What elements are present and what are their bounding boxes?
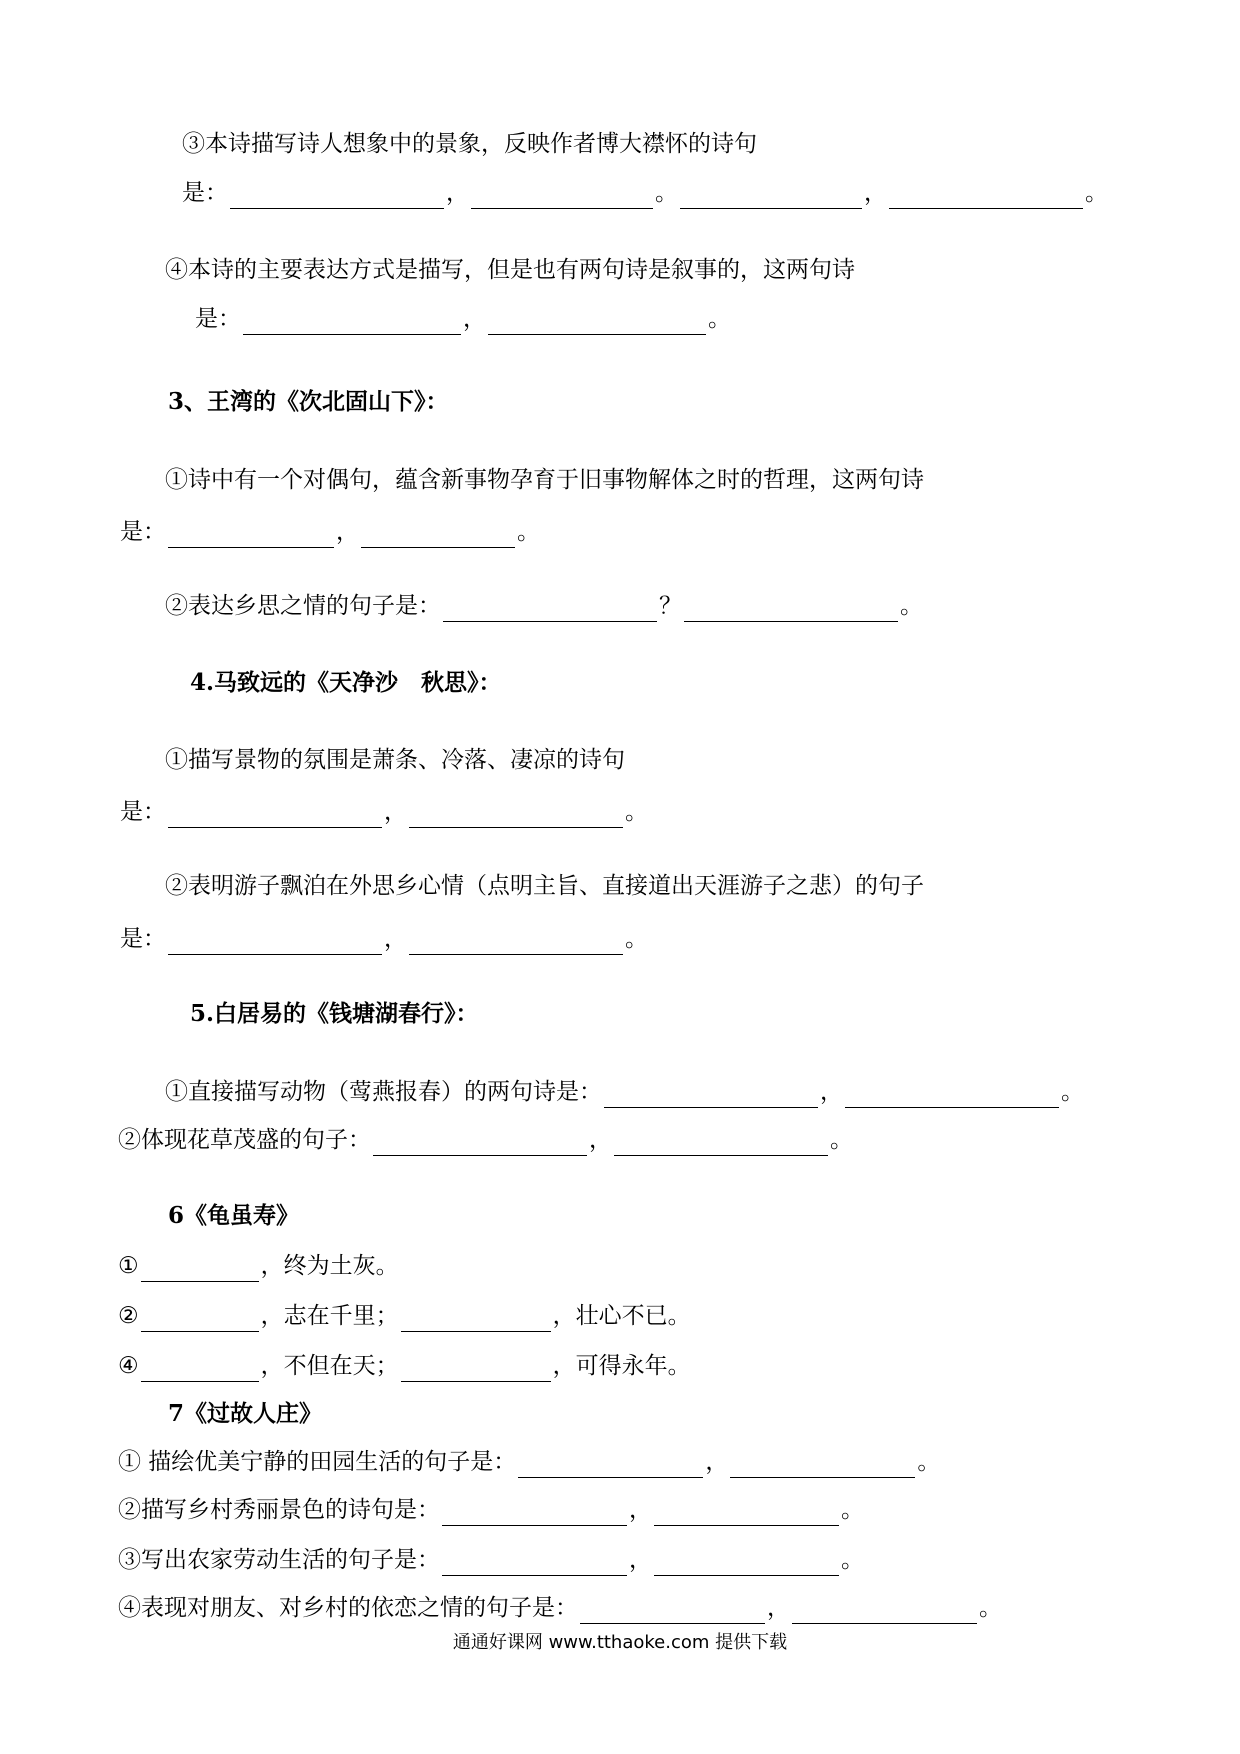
q6-heading bbox=[168, 1200, 299, 1232]
answer-blank[interactable] bbox=[442, 1553, 627, 1576]
answer-blank[interactable] bbox=[230, 186, 444, 209]
separator: 。 bbox=[979, 1595, 1002, 1621]
separator: ， bbox=[629, 1547, 652, 1573]
separator: ？ bbox=[659, 593, 682, 619]
separator: ， bbox=[864, 180, 887, 206]
item-number: ④ bbox=[118, 1353, 139, 1379]
verse-text: ，壮心不已。 bbox=[552, 1303, 691, 1329]
answer-blank[interactable] bbox=[168, 805, 382, 828]
q4-heading bbox=[190, 667, 502, 699]
q3-item1-prompt bbox=[165, 464, 924, 496]
separator: ， bbox=[463, 306, 486, 332]
answer-blank[interactable] bbox=[471, 186, 653, 209]
verse-text: ，不但在天； bbox=[260, 1353, 399, 1379]
q3-item2-prompt: ②表达乡思之情的句子是： bbox=[165, 593, 441, 619]
answer-blank[interactable] bbox=[845, 1085, 1059, 1108]
separator: 。 bbox=[900, 593, 923, 619]
q6-heading-text: 6《龟虽寿》 bbox=[168, 1202, 300, 1229]
answer-blank[interactable] bbox=[168, 525, 334, 548]
separator: ， bbox=[629, 1497, 652, 1523]
answer-blank[interactable] bbox=[141, 1309, 259, 1332]
q5-heading bbox=[190, 998, 479, 1030]
q2-item3-prompt-text: ③本诗描写诗人想象中的景象，反映作者博大襟怀的诗句 bbox=[182, 131, 757, 157]
q6-line3 bbox=[118, 1350, 691, 1382]
item-number: ② bbox=[118, 1303, 139, 1329]
answer-lead: 是： bbox=[120, 926, 166, 952]
separator: ， bbox=[589, 1127, 612, 1153]
q7-heading-text: 7《过故人庄》 bbox=[168, 1400, 323, 1427]
separator: 。 bbox=[655, 180, 678, 206]
answer-blank[interactable] bbox=[401, 1359, 551, 1382]
q4-item2-prompt-text: ②表明游子飘泊在外思乡心情（点明主旨、直接道出天涯游子之悲）的句子 bbox=[165, 873, 924, 899]
footer-text: 通通好课网 www.tthaoke.com 提供下载 bbox=[452, 1632, 788, 1653]
q7-item3-answer-line bbox=[118, 1544, 864, 1576]
q7-item2-answer-line bbox=[118, 1494, 864, 1526]
q3-item2-answer-line bbox=[165, 590, 923, 622]
verse-text: ，可得永年。 bbox=[552, 1353, 691, 1379]
separator: ， bbox=[820, 1079, 843, 1105]
answer-lead: 是： bbox=[182, 180, 228, 206]
answer-blank[interactable] bbox=[409, 805, 623, 828]
answer-blank[interactable] bbox=[443, 599, 657, 622]
q4-item1-answer-line bbox=[120, 796, 648, 828]
separator: 。 bbox=[708, 306, 731, 332]
separator: 。 bbox=[917, 1449, 941, 1475]
answer-blank[interactable] bbox=[580, 1601, 765, 1624]
q3-item1-answer-line bbox=[120, 516, 540, 548]
separator: 。 bbox=[517, 519, 540, 545]
answer-blank[interactable] bbox=[654, 1553, 839, 1576]
separator: 。 bbox=[830, 1127, 853, 1153]
answer-blank[interactable] bbox=[680, 186, 862, 209]
q4-heading-text: 4.马致远的《天净沙 秋思》： bbox=[190, 669, 502, 696]
page-footer bbox=[0, 1628, 1240, 1654]
q2-item4-answer-line bbox=[195, 303, 731, 335]
q6-line2 bbox=[118, 1300, 691, 1332]
q2-item3-prompt bbox=[182, 128, 757, 160]
answer-blank[interactable] bbox=[614, 1133, 828, 1156]
item-number: ① bbox=[118, 1253, 139, 1279]
answer-blank[interactable] bbox=[361, 525, 515, 548]
q7-item2-prompt: ②描写乡村秀丽景色的诗句是： bbox=[118, 1497, 440, 1523]
q4-item1-prompt bbox=[165, 744, 625, 776]
q4-item2-answer-line bbox=[120, 923, 648, 955]
q7-heading bbox=[168, 1398, 322, 1430]
answer-lead: 是： bbox=[120, 799, 166, 825]
verse-text: ，终为土灰。 bbox=[260, 1253, 399, 1279]
separator: 。 bbox=[625, 799, 648, 825]
q4-item2-prompt bbox=[165, 870, 924, 902]
separator: ， bbox=[336, 519, 359, 545]
answer-blank[interactable] bbox=[730, 1455, 915, 1478]
answer-blank[interactable] bbox=[168, 932, 382, 955]
separator: 。 bbox=[841, 1497, 864, 1523]
separator: ， bbox=[384, 799, 407, 825]
answer-blank[interactable] bbox=[889, 186, 1083, 209]
answer-blank[interactable] bbox=[243, 312, 461, 335]
answer-blank[interactable] bbox=[141, 1259, 259, 1282]
q2-item3-answer-line bbox=[182, 177, 1108, 209]
answer-blank[interactable] bbox=[518, 1455, 703, 1478]
q6-line1 bbox=[118, 1250, 399, 1282]
separator: ， bbox=[705, 1449, 729, 1475]
q7-item1-answer-line bbox=[118, 1446, 940, 1478]
answer-blank[interactable] bbox=[409, 932, 623, 955]
q3-heading-text: 3、王湾的《次北固山下》： bbox=[168, 388, 449, 415]
separator: ， bbox=[767, 1595, 790, 1621]
q5-item1-answer-line bbox=[165, 1076, 1084, 1108]
answer-blank[interactable] bbox=[604, 1085, 818, 1108]
q5-item2-answer-line bbox=[118, 1124, 853, 1156]
separator: 。 bbox=[841, 1547, 864, 1573]
separator: 。 bbox=[625, 926, 648, 952]
q4-item1-prompt-text: ①描写景物的氛围是萧条、冷落、凄凉的诗句 bbox=[165, 747, 625, 773]
q2-item4-prompt bbox=[165, 254, 855, 286]
answer-lead: 是： bbox=[120, 519, 166, 545]
q7-item4-answer-line bbox=[118, 1592, 1002, 1624]
q2-item4-prompt-text: ④本诗的主要表达方式是描写，但是也有两句诗是叙事的，这两句诗 bbox=[165, 257, 855, 283]
separator: 。 bbox=[1061, 1079, 1084, 1105]
answer-blank[interactable] bbox=[442, 1503, 627, 1526]
answer-blank[interactable] bbox=[141, 1359, 259, 1382]
separator: 。 bbox=[1085, 180, 1108, 206]
answer-lead: 是： bbox=[195, 306, 241, 332]
q3-heading bbox=[168, 386, 449, 418]
verse-text: ，志在千里； bbox=[260, 1303, 399, 1329]
answer-blank[interactable] bbox=[684, 599, 898, 622]
q3-item1-prompt-text: ①诗中有一个对偶句，蕴含新事物孕育于旧事物解体之时的哲理，这两句诗 bbox=[165, 467, 924, 493]
answer-blank[interactable] bbox=[401, 1309, 551, 1332]
answer-blank[interactable] bbox=[488, 312, 706, 335]
q5-heading-text: 5.白居易的《钱塘湖春行》： bbox=[190, 1000, 479, 1027]
separator: ， bbox=[446, 180, 469, 206]
q5-item2-prompt: ②体现花草茂盛的句子： bbox=[118, 1127, 371, 1153]
answer-blank[interactable] bbox=[792, 1601, 977, 1624]
answer-blank[interactable] bbox=[373, 1133, 587, 1156]
q5-item1-prompt: ①直接描写动物（莺燕报春）的两句诗是： bbox=[165, 1079, 602, 1105]
q7-item1-prompt: ① 描绘优美宁静的田园生活的句子是： bbox=[118, 1449, 517, 1475]
q7-item3-prompt: ③写出农家劳动生活的句子是： bbox=[118, 1547, 440, 1573]
q7-item4-prompt: ④表现对朋友、对乡村的依恋之情的句子是： bbox=[118, 1595, 578, 1621]
separator: ， bbox=[384, 926, 407, 952]
answer-blank[interactable] bbox=[654, 1503, 839, 1526]
